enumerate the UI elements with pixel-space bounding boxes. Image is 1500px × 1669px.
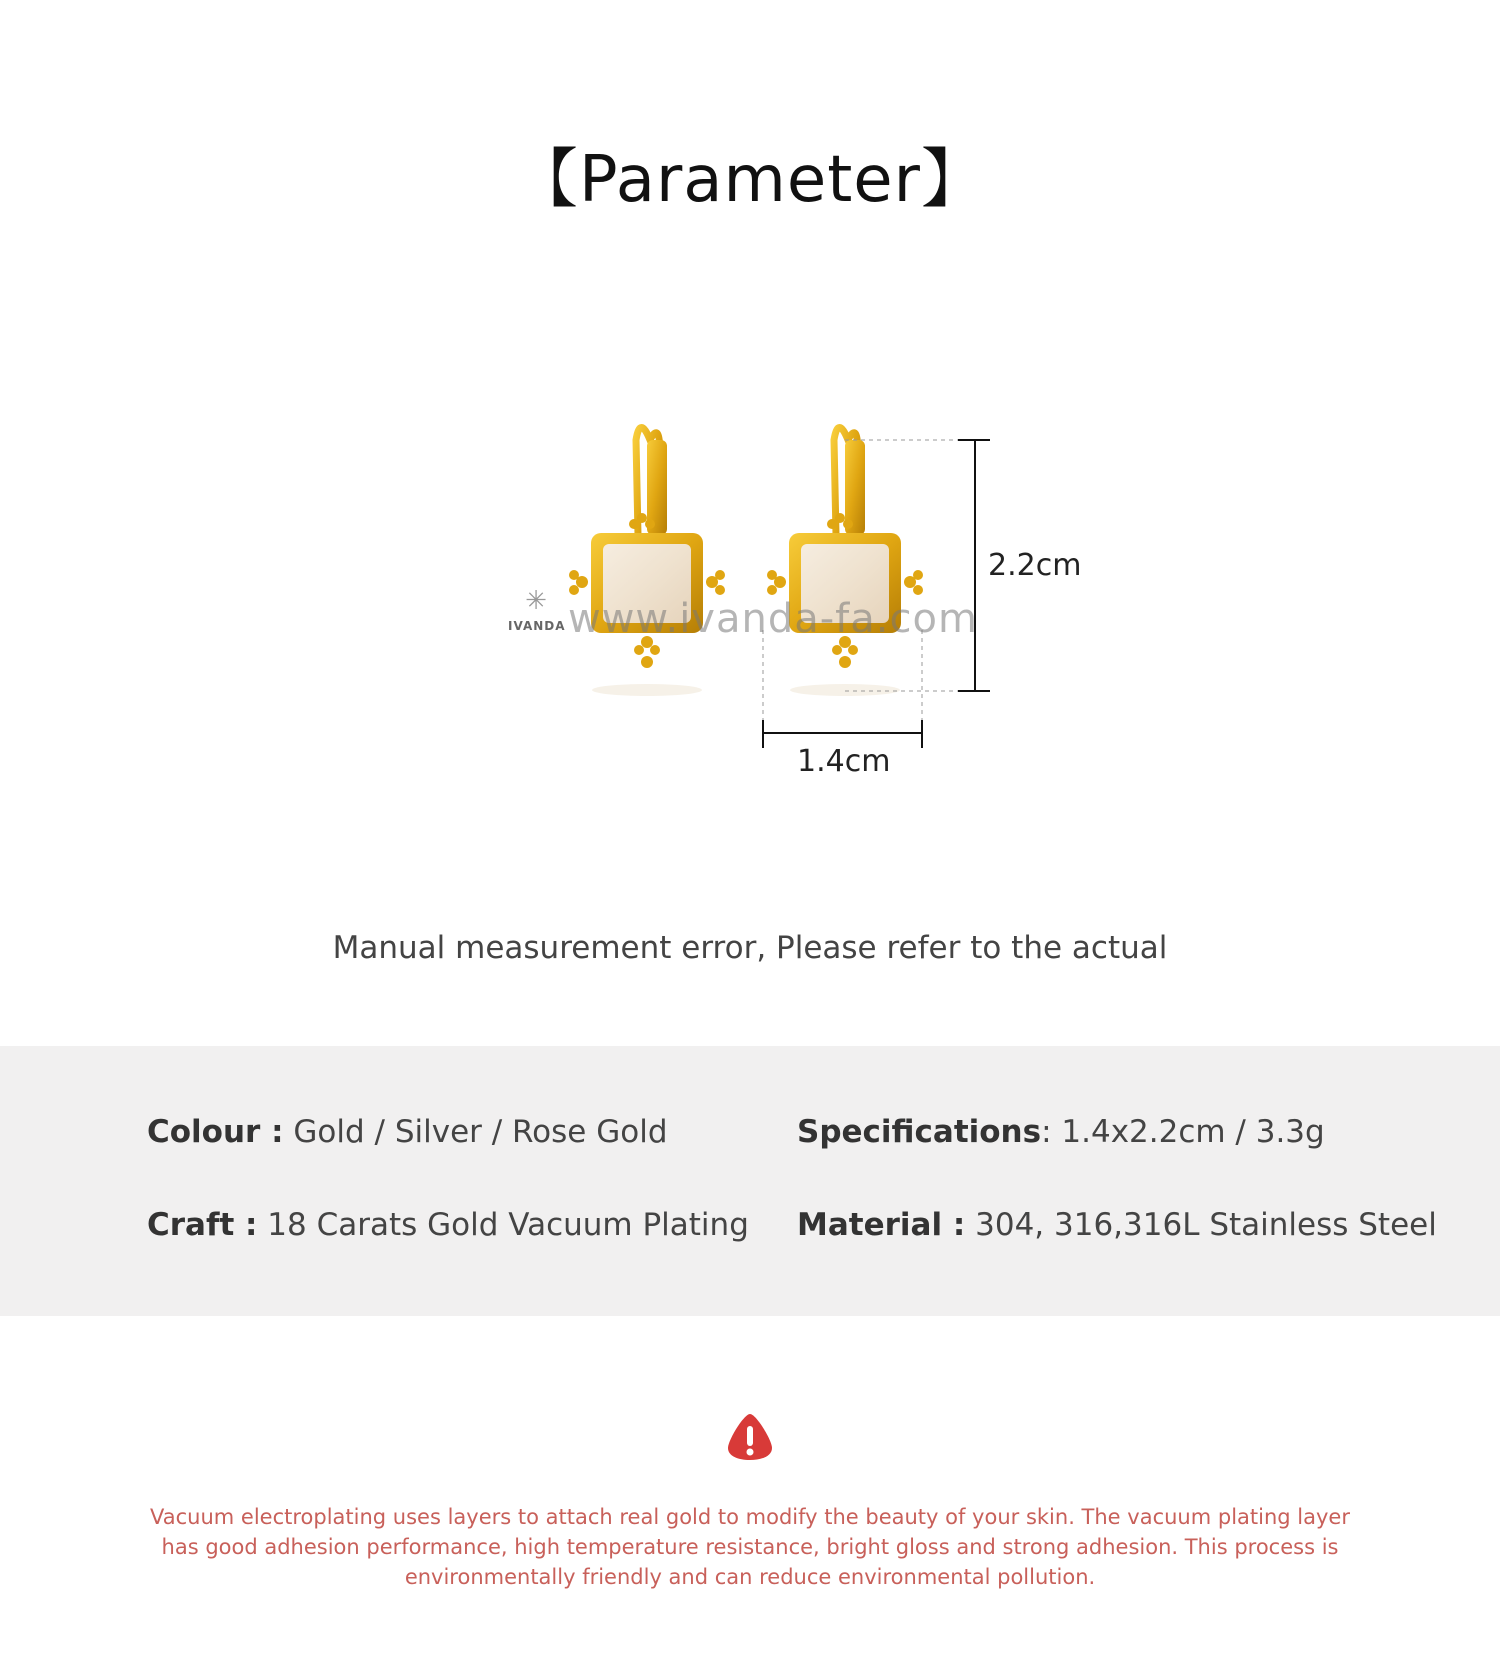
parameters-band <box>0 1046 1500 1316</box>
warning-text: Vacuum electroplating uses layers to attach real gold to modify the beauty of your skin. The vacuum plating layer has good adhesion performance, high temperature resistance, bright gloss and strong adhesion. This process is environmentally friendly and can reduce environmental pollution. <box>150 1505 1350 1589</box>
param-specifications <box>797 1114 1325 1150</box>
brand-logo <box>508 587 564 633</box>
width-label: 1.4cm <box>797 744 891 779</box>
watermark: www.ivanda-fa.com <box>568 596 978 642</box>
param-material-label: Material : <box>797 1207 966 1243</box>
right-earring <box>767 428 923 697</box>
page-title: 【Parameter】 <box>514 143 986 217</box>
exclamation-icon <box>726 1412 774 1462</box>
param-colour <box>147 1114 668 1150</box>
param-craft-value: 18 Carats Gold Vacuum Plating <box>257 1207 749 1243</box>
param-specifications-label: Specifications <box>797 1114 1042 1150</box>
brand-name: IVANDA <box>508 619 566 633</box>
measurement-note: Manual measurement error, Please refer to the actual <box>332 930 1168 966</box>
param-specifications-value: : 1.4x2.2cm / 3.3g <box>1041 1114 1325 1150</box>
star-icon: ✳ <box>525 585 547 615</box>
height-label: 2.2cm <box>988 548 1082 583</box>
param-material-value: 304, 316,316L Stainless Steel <box>965 1207 1437 1243</box>
param-craft <box>147 1207 749 1243</box>
param-material <box>797 1207 1437 1243</box>
param-colour-label: Colour : <box>147 1114 284 1150</box>
product-figure <box>0 400 1500 800</box>
param-craft-label: Craft : <box>147 1207 258 1243</box>
param-colour-value: Gold / Silver / Rose Gold <box>283 1114 668 1150</box>
left-earring <box>569 428 725 697</box>
